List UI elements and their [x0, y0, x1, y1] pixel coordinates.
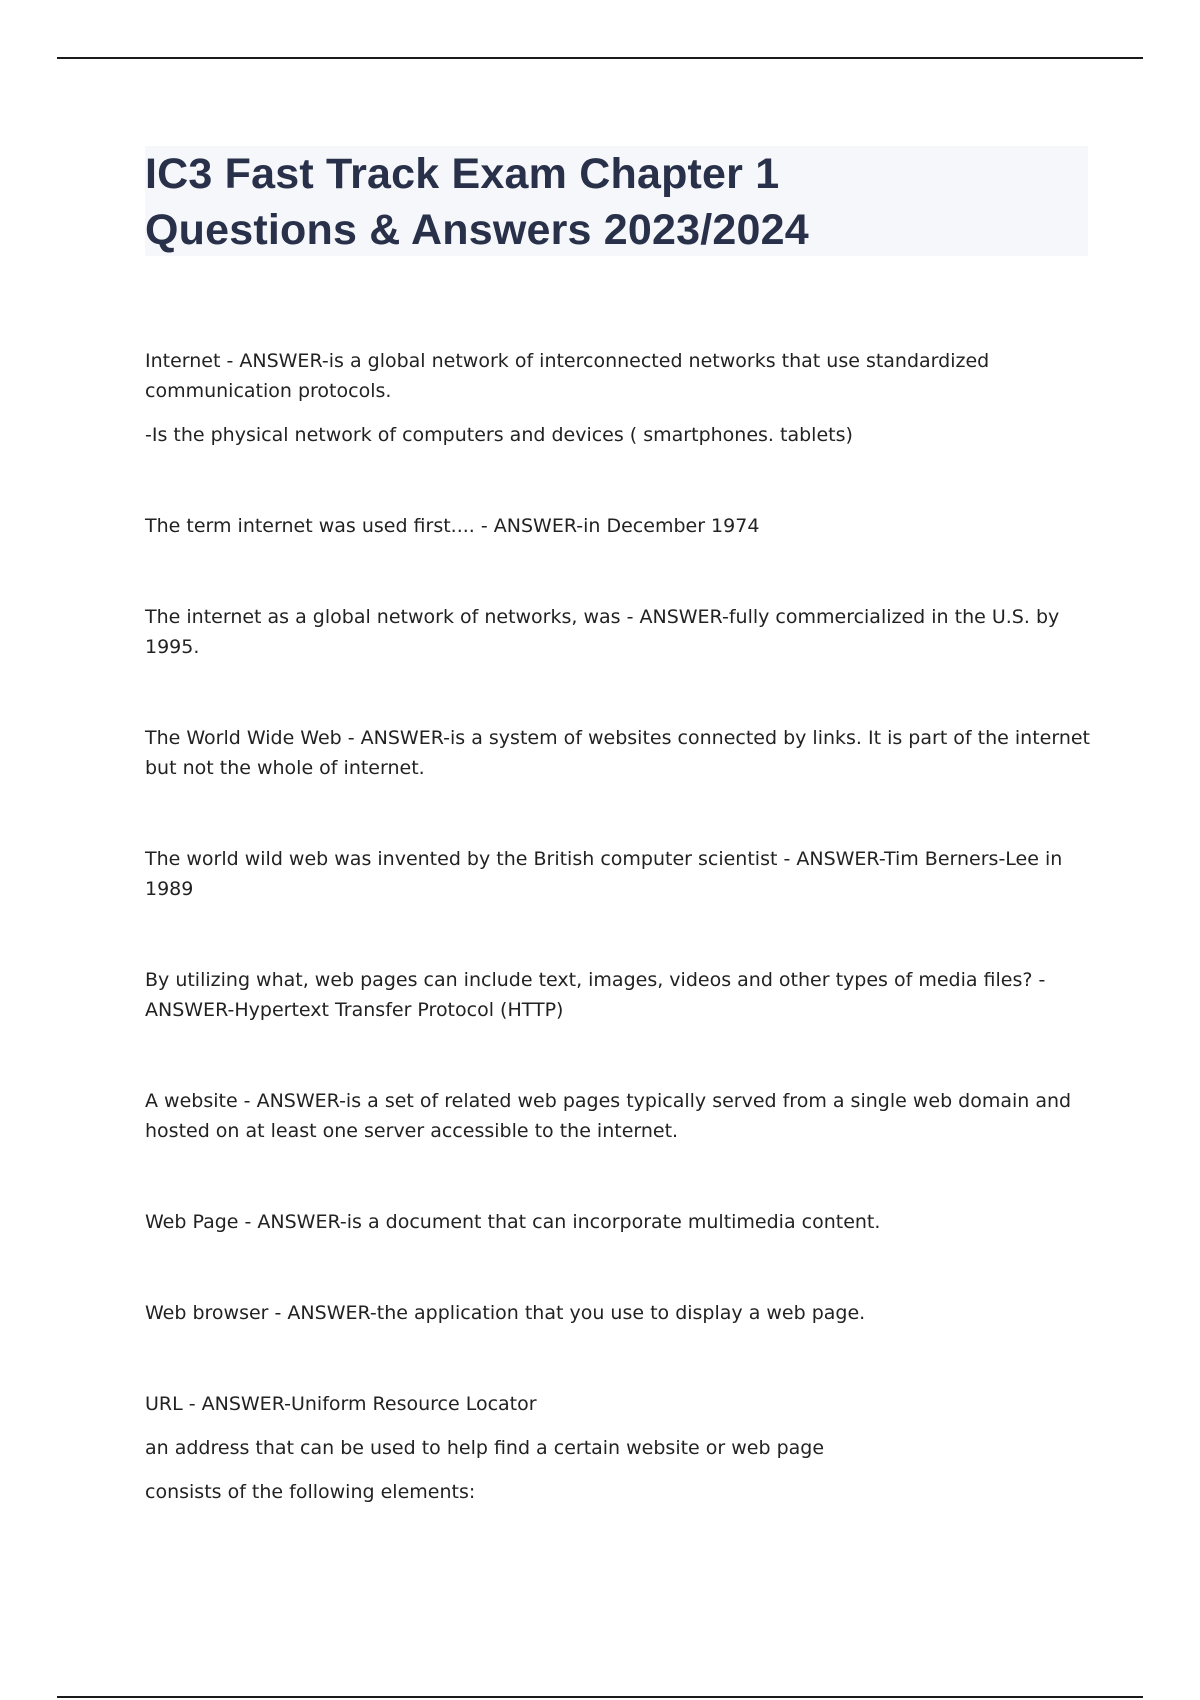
qa-entry — [145, 511, 1090, 541]
qa-entry — [145, 346, 1090, 450]
top-rule — [57, 57, 1143, 59]
entry-line: A website - ANSWER-is a set of related web pages typically served from a single web domain and hosted on at least one server accessible to the internet. — [145, 1090, 1072, 1142]
qa-entry — [145, 844, 1090, 904]
document-title: IC3 Fast Track Exam Chapter 1 Questions & Answers 2023/2024 — [145, 150, 809, 254]
entry-line: By utilizing what, web pages can include text, images, videos and other types of media files? - ANSWER-Hypertext Transfer Protocol (HTTP) — [145, 969, 1046, 1021]
document-body — [145, 346, 1090, 1568]
entry-line: Internet - ANSWER-is a global network of interconnected networks that use standardized communication protocols. — [145, 350, 990, 402]
qa-entry — [145, 723, 1090, 783]
entry-line: an address that can be used to help find a certain website or web page — [145, 1437, 825, 1459]
title-block — [145, 146, 1088, 256]
entry-line: Web browser - ANSWER-the application that you use to display a web page. — [145, 1302, 866, 1324]
entry-line: Web Page - ANSWER-is a document that can incorporate multimedia content. — [145, 1211, 881, 1233]
qa-entry — [145, 602, 1090, 662]
entry-line: consists of the following elements: — [145, 1481, 476, 1503]
qa-entry — [145, 1086, 1090, 1146]
entry-line: URL - ANSWER-Uniform Resource Locator — [145, 1393, 537, 1415]
qa-entry — [145, 1207, 1090, 1237]
qa-entry — [145, 965, 1090, 1025]
entry-line: -Is the physical network of computers and devices ( smartphones. tablets) — [145, 424, 853, 446]
entry-line: The internet as a global network of networks, was - ANSWER-fully commercialized in the U.S. by 1995. — [145, 606, 1060, 658]
qa-entry — [145, 1389, 1090, 1507]
entry-line: The term internet was used first.... - ANSWER-in December 1974 — [145, 515, 760, 537]
entry-line: The world wild web was invented by the British computer scientist - ANSWER-Tim Berners-Lee in 1989 — [145, 848, 1063, 900]
bottom-rule — [57, 1696, 1143, 1698]
qa-entry — [145, 1298, 1090, 1328]
entry-line: The World Wide Web - ANSWER-is a system of websites connected by links. It is part of the internet but not the whole of internet. — [145, 727, 1090, 779]
